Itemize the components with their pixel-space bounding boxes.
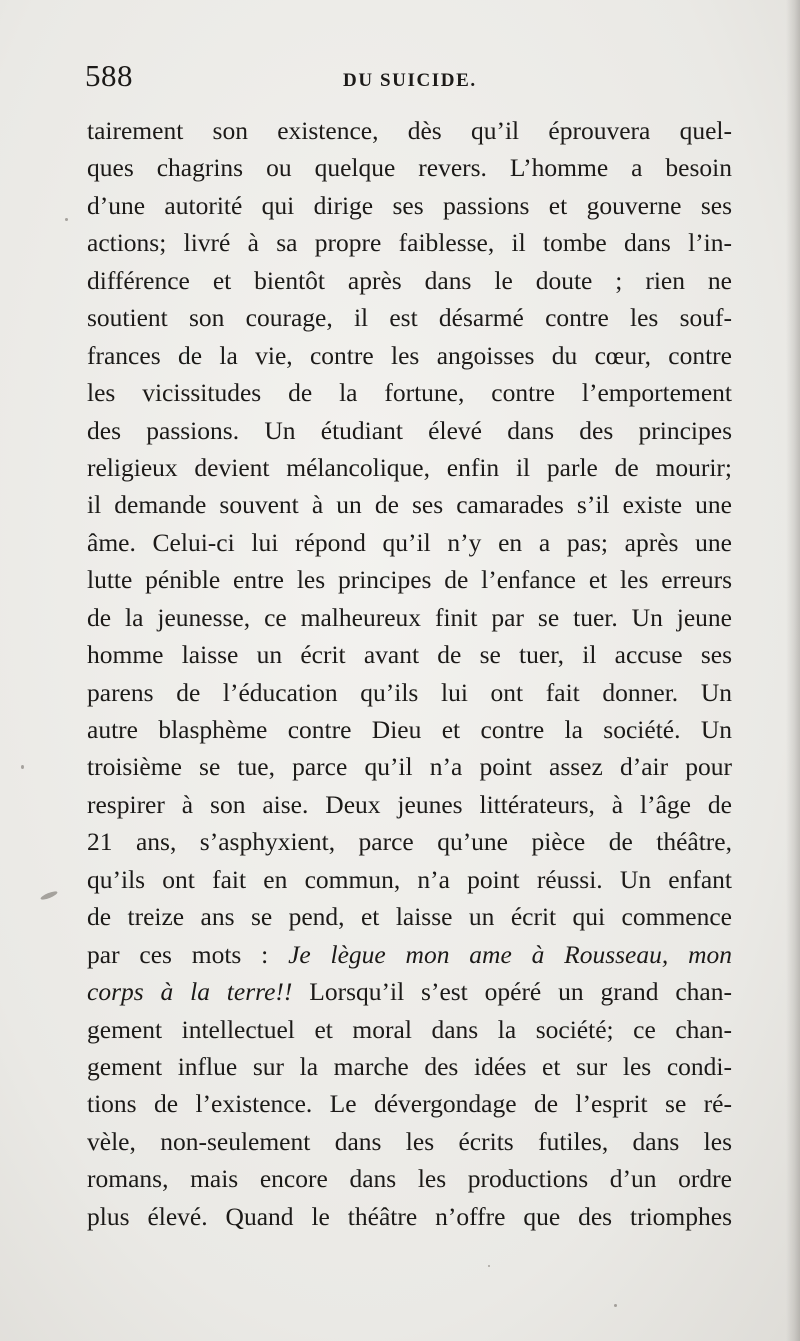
text-line: homme laisse un écrit avant de se tuer, il accuse ses xyxy=(87,640,732,670)
text-line: lutte pénible entre les principes de l’enfance et les erreurs xyxy=(87,565,732,595)
paper-speck xyxy=(40,890,59,901)
text-line: de la jeunesse, ce malheureux finit par se tuer. Un jeune xyxy=(87,602,732,632)
text-line: ques chagrins ou quelque revers. L’homme a besoin xyxy=(87,153,732,183)
paper-speck xyxy=(65,218,68,221)
text-line: frances de la vie, contre les angoisses du cœur, contre xyxy=(87,340,732,370)
text-line: les vicissitudes de la fortune, contre l’emportement xyxy=(87,378,732,408)
text-line: d’une autorité qui dirige ses passions et gouverne ses xyxy=(87,190,732,220)
page-number: 588 xyxy=(85,58,133,93)
text-line: autre blasphème contre Dieu et contre la société. Un xyxy=(87,715,732,744)
text-line: différence et bientôt après dans le doute ; rien ne xyxy=(87,265,732,295)
page-edge-shadow xyxy=(786,0,800,1341)
text-line: il demande souvent à un de ses camarades s’il existe une xyxy=(87,490,732,520)
italic-quote: corps à la terre!! xyxy=(87,977,293,1007)
paper-speck xyxy=(614,1304,617,1307)
text-line: soutient son courage, il est désarmé contre les souf- xyxy=(87,303,732,333)
text-line: qu’ils ont fait en commun, n’a point réussi. Un enfant xyxy=(87,864,732,894)
text-line: tions de l’existence. Le dévergondage de l’esprit se ré- xyxy=(87,1089,732,1119)
text-line: actions; livré à sa propre faiblesse, il tombe dans l’in- xyxy=(87,228,732,258)
text-line: âme. Celui-ci lui répond qu’il n’y en a pas; après une xyxy=(87,527,732,557)
text-line: vèle, non-seulement dans les écrits futiles, dans les xyxy=(87,1126,732,1156)
text-line: respirer à son aise. Deux jeunes littérateurs, à l’âge de xyxy=(87,789,732,819)
running-head: DU SUICIDE. xyxy=(343,70,477,91)
text-line: parens de l’éducation qu’ils lui ont fait donner. Un xyxy=(87,677,732,707)
text-line: 21 ans, s’asphyxient, parce qu’une pièce de théâtre, xyxy=(87,827,732,857)
page-header xyxy=(85,58,735,98)
text-line: des passions. Un étudiant élevé dans des principes xyxy=(87,415,732,445)
text-line: par ces mots : Je lègue mon ame à Rousseau, mon xyxy=(87,939,732,969)
text-line: tairement son existence, dès qu’il éprouvera quel- xyxy=(87,116,732,145)
text-line: gement intellectuel et moral dans la société; ce chan- xyxy=(87,1014,732,1044)
text-line: de treize ans se pend, et laisse un écrit qui commence xyxy=(87,902,732,932)
text-line: troisième se tue, parce qu’il n’a point assez d’air pour xyxy=(87,752,732,782)
text-line: gement influe sur la marche des idées et sur les condi- xyxy=(87,1051,732,1081)
text-line: plus élevé. Quand le théâtre n’offre que des triomphes xyxy=(87,1201,732,1231)
body-text xyxy=(87,112,732,1235)
italic-quote: Je lègue mon ame à Rousseau, mon xyxy=(288,939,732,969)
paper-speck xyxy=(488,1265,490,1267)
paper-speck xyxy=(21,765,24,769)
text-line: romans, mais encore dans les productions d’un ordre xyxy=(87,1164,732,1194)
text-line: religieux devient mélancolique, enfin il parle de mourir; xyxy=(87,452,732,482)
text-line: corps à la terre!! Lorsqu’il s’est opéré un grand chan- xyxy=(87,977,732,1007)
